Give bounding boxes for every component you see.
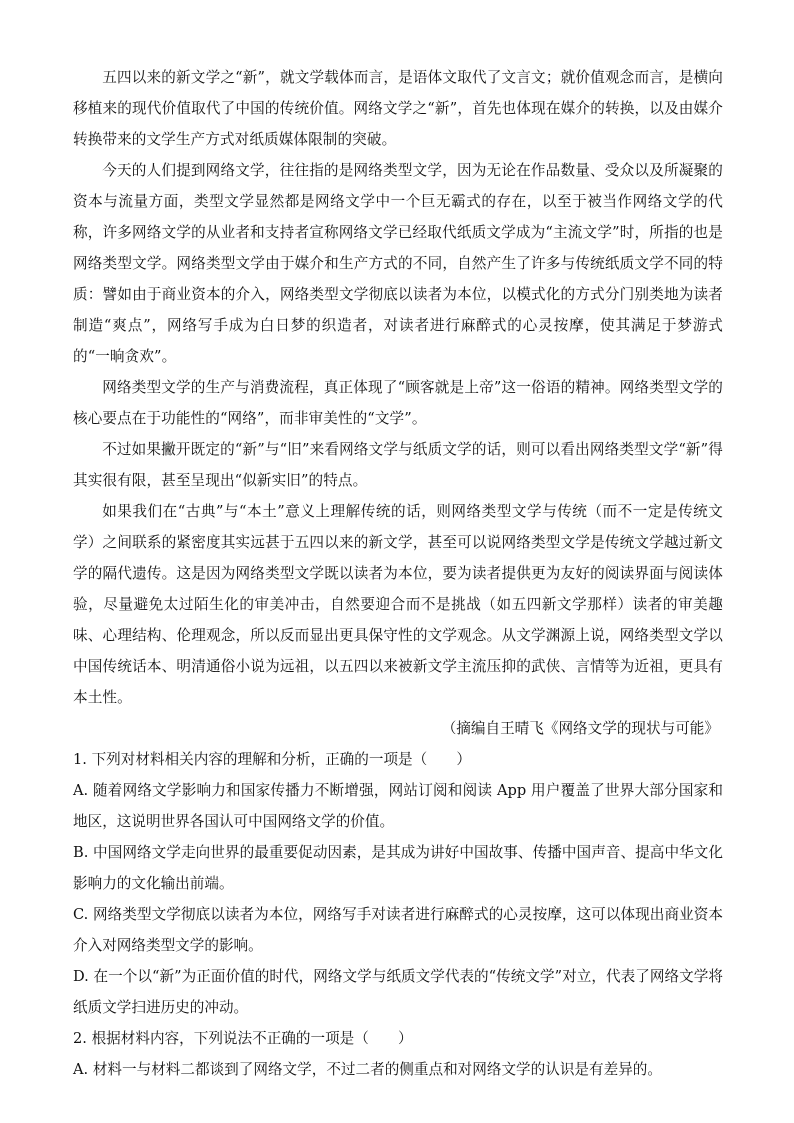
passage-source: （摘编自王晴飞《网络文学的现状与可能》 — [441, 720, 719, 737]
passage-paragraph-4: 不过如果撇开既定的“新”与“旧”来看网络文学与纸质文学的话，则可以看出网络类型文学“新”得其实很有限，甚至呈现出“似新实旧”的特点。 — [73, 441, 723, 489]
option-a: A. 材料一与材料二都谈到了网络文学，不过二者的侧重点和对网络文学的认识是有差异的。 — [73, 1061, 662, 1078]
passage-paragraph-5: 如果我们在“古典”与“本土”意义上理解传统的话，则网络类型文学与传统（而不一定是传统文学）之间联系的紧密度其实远甚于五四以来的新文学，甚至可以说网络类型文学是传统文学越过新文学的隔代遗传。这是因为网络类型文学既以读者为本位，要为读者提供更为友好的阅读界面与阅读体验，尽量避免太过陌生化的审美冲击，自然要迎合而不是挑战（如五四新文学那样）读者的审美趣味、心理结构、伦理观念，所以反而显出更具保守性的文学观念。从文学渊源上说，网络类型文学以中国传统话本、明清通俗小说为远祖，以五四以来被新文学主流压抑的武侠、言情等为近祖，更具有本土性。 — [73, 503, 723, 706]
option-c: C. 网络类型文学彻底以读者为本位，网络写手对读者进行麻醉式的心灵按摩，这可以体现出商业资本介入对网络类型文学的影响。 — [73, 906, 723, 954]
question-1 — [73, 744, 723, 1023]
passage-paragraph-2: 今天的人们提到网络文学，往往指的是网络类型文学，因为无论在作品数量、受众以及所凝聚的资本与流量方面，类型文学显然都是网络文学中一个巨无霸式的存在，以至于被当作网络文学的代称，许多网络文学的从业者和支持者宣称网络文学已经取代纸质文学成为“主流文学”时，所指的也是网络类型文学。网络类型文学由于媒介和生产方式的不同，自然产生了许多与传统纸质文学不同的特质：譬如由于商业资本的介入，网络类型文学彻底以读者为本位，以模式化的方式分门别类地为读者制造“爽点”，网络写手成为白日梦的织造者，对读者进行麻醉式的心灵按摩，使其满足于梦游式的“一晌贪欢”。 — [73, 162, 723, 365]
document-page — [73, 62, 723, 1085]
option-b: B. 中国网络文学走向世界的最重要促动因素，是其成为讲好中国故事、传播中国声音、提高中华文化影响力的文化输出前端。 — [73, 844, 723, 892]
question-stem: 1. 下列对材料相关内容的理解和分析，正确的一项是（ ） — [73, 751, 472, 768]
option-d: D. 在一个以“新”为正面价值的时代，网络文学与纸质文学代表的“传统文学”对立，代表了网络文学将纸质文学扫进历史的冲动。 — [73, 968, 723, 1016]
passage-paragraph-3: 网络类型文学的生产与消费流程，真正体现了“顾客就是上帝”这一俗语的精神。网络类型文学的核心要点在于功能性的“网络”，而非审美性的“文学”。 — [73, 379, 723, 427]
question-2 — [73, 1023, 723, 1085]
passage-paragraph-1: 五四以来的新文学之“新”，就文学载体而言，是语体文取代了文言文；就价值观念而言，是横向移植来的现代价值取代了中国的传统价值。网络文学之“新”，首先也体现在媒介的转换，以及由媒介转换带来的文学生产方式对纸质媒体限制的突破。 — [73, 69, 723, 148]
question-stem: 2. 根据材料内容，下列说法不正确的一项是（ ） — [73, 1030, 413, 1047]
option-a: A. 随着网络文学影响力和国家传播力不断增强，网站订阅和阅读 App 用户覆盖了世界大部分国家和地区，这说明世界各国认可中国网络文学的价值。 — [73, 782, 723, 830]
